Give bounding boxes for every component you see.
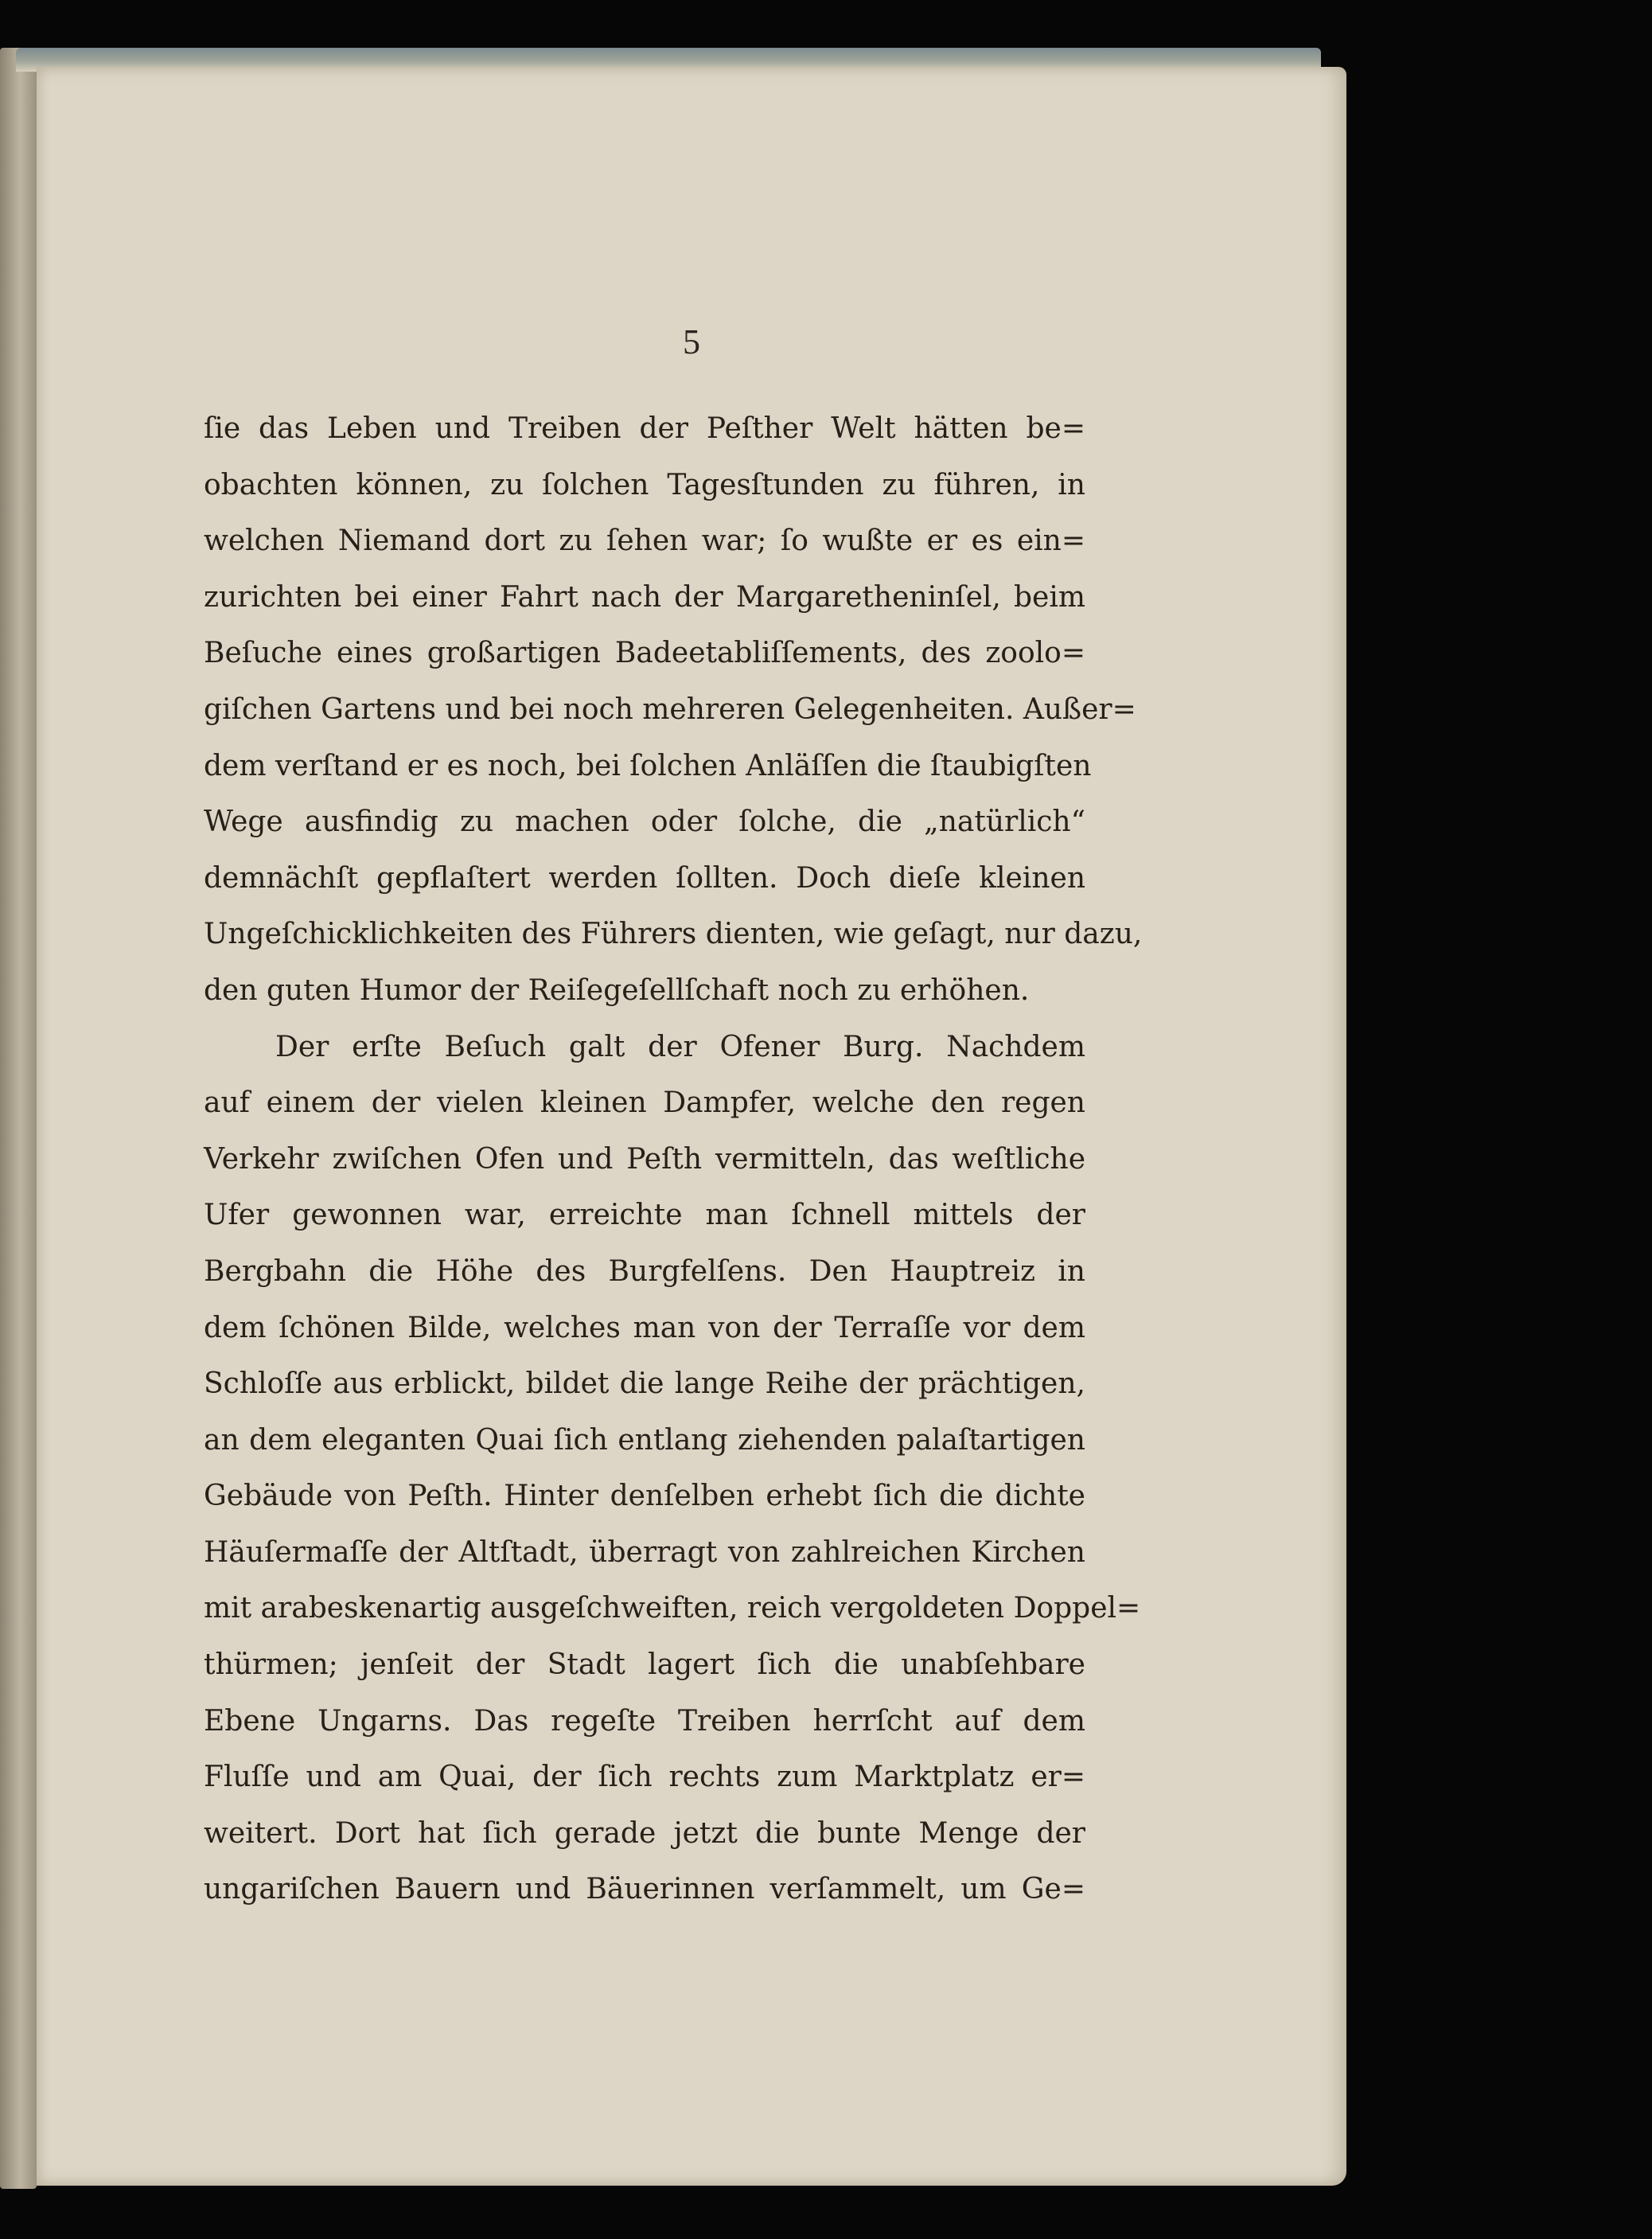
- page-number: 5: [683, 322, 700, 361]
- text-line: Ungeſchicklichkeiten des Führers dienten, wie geſagt, nur dazu,: [204, 918, 1143, 951]
- text-line: Häuſermaſſe der Altſtadt, überragt von zahlreichen Kirchen: [204, 1535, 1085, 1569]
- text-line: Beſuche eines großartigen Badeetabliſſements, des zoolo=: [204, 637, 1085, 670]
- text-line: Verkehr zwiſchen Ofen und Peſth vermitteln, das weſtliche: [204, 1142, 1085, 1176]
- text-line: Bergbahn die Höhe des Burgfelſens. Den Hauptreiz in: [204, 1254, 1085, 1288]
- text-line: demnächſt gepflaſtert werden ſollten. Doch dieſe kleinen: [204, 861, 1085, 895]
- text-line: den guten Humor der Reiſegeſellſchaft noch zu erhöhen.: [204, 973, 1030, 1007]
- text-line: Ebene Ungarns. Das regeſte Treiben herrſcht auf dem: [204, 1704, 1085, 1738]
- text-line: auf einem der vielen kleinen Dampfer, welche den regen: [204, 1086, 1085, 1120]
- left-page-edge: [0, 48, 37, 2189]
- text-line: dem verſtand er es noch, bei ſolchen Anläſſen die ſtaubigſten: [204, 749, 1092, 782]
- text-line: Gebäude von Peſth. Hinter denſelben erhebt ſich die dichte: [204, 1480, 1085, 1513]
- text-line: zurichten bei einer Fahrt nach der Margaretheninſel, beim: [204, 580, 1085, 614]
- text-line: mit arabeskenartig ausgeſchweiften, reich vergoldeten Doppel=: [204, 1592, 1141, 1625]
- text-line: weitert. Dort hat ſich gerade jetzt die bunte Menge der: [204, 1816, 1085, 1850]
- text-line: Wege ausfindig zu machen oder ſolche, die „natürlich“: [204, 805, 1085, 839]
- book-page: [37, 67, 1346, 2186]
- text-line: ſie das Leben und Treiben der Peſther Welt hätten be=: [204, 412, 1085, 445]
- text-line: thürmen; jenſeit der Stadt lagert ſich die unabſehbare: [204, 1648, 1085, 1682]
- text-line: welchen Niemand dort zu ſehen war; ſo wußte er es ein=: [204, 525, 1085, 558]
- text-line: Ufer gewonnen war, erreichte man ſchnell mittels der: [204, 1199, 1085, 1232]
- text-line: obachten können, zu ſolchen Tagesſtunden zu führen, in: [204, 468, 1085, 501]
- text-line: dem ſchönen Bilde, welches man von der Terraſſe vor dem: [204, 1311, 1085, 1344]
- text-line: ungariſchen Bauern und Bäuerinnen verſammelt, um Ge=: [204, 1873, 1085, 1906]
- text-line: Fluſſe und am Quai, der ſich rechts zum Marktplatz er=: [204, 1761, 1085, 1794]
- text-line: Schloſſe aus erblickt, bildet die lange Reihe der prächtigen,: [204, 1367, 1085, 1401]
- body-text: [204, 401, 1143, 1918]
- text-line: an dem eleganten Quai ſich entlang ziehenden palaſtartigen: [204, 1423, 1085, 1457]
- text-line: giſchen Gartens und bei noch mehreren Gelegenheiten. Außer=: [204, 692, 1136, 726]
- text-line: Der erſte Beſuch galt der Ofener Burg. Nachdem: [275, 1030, 1085, 1063]
